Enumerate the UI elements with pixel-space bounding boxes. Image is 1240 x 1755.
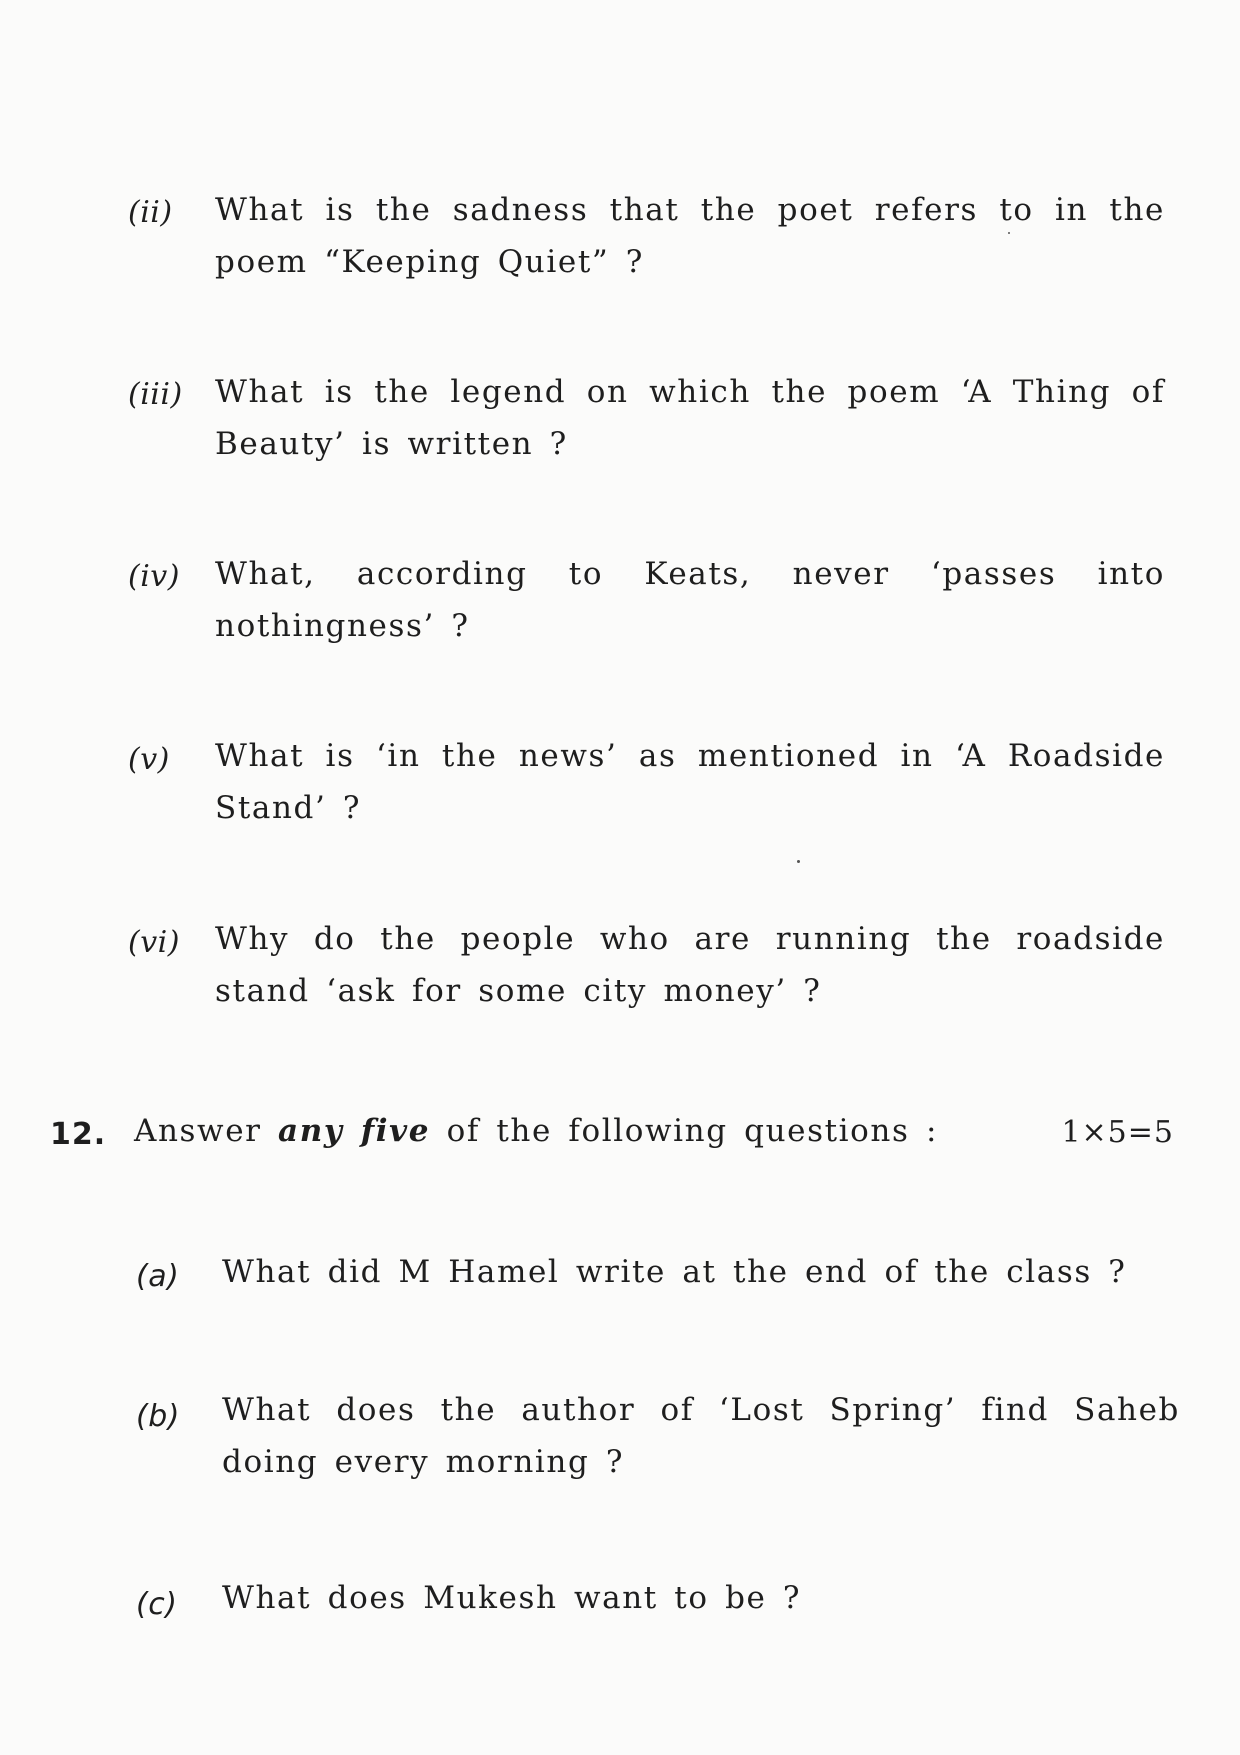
scan-speck — [1008, 232, 1010, 234]
question-text-c: What does Mukesh want to be ? — [222, 1580, 802, 1616]
instruction-emphasis: any five — [278, 1113, 431, 1149]
question-number: 12. — [50, 1117, 107, 1152]
item-label-ii: (ii) — [128, 195, 173, 230]
question-text-a: What did M Hamel write at the end of the class ? — [222, 1254, 1127, 1290]
item-label-c: (c) — [136, 1587, 178, 1622]
item-label-a: (a) — [136, 1259, 180, 1294]
marks-allocation: 1×5=5 — [1061, 1115, 1174, 1150]
question-text-iv: What, according to Keats, never ‘passes into nothingness’ ? — [215, 556, 1165, 644]
question-text-ii: What is the sadness that the poet refers to in the poem “Keeping Quiet” ? — [215, 192, 1165, 280]
question-text-iii: What is the legend on which the poem ‘A Thing of Beauty’ is written ? — [215, 374, 1165, 462]
item-label-vi: (vi) — [128, 925, 180, 960]
question-text-v: What is ‘in the news’ as mentioned in ‘A Roadside Stand’ ? — [215, 738, 1165, 826]
question-instruction — [134, 1113, 938, 1149]
instruction-prefix: Answer — [134, 1113, 262, 1149]
scan-speck — [797, 860, 800, 863]
question-text-vi: Why do the people who are running the roadside stand ‘ask for some city money’ ? — [215, 921, 1165, 1009]
item-label-b: (b) — [136, 1399, 180, 1434]
item-label-v: (v) — [128, 742, 170, 777]
item-label-iv: (iv) — [128, 559, 180, 594]
instruction-suffix: of the following questions : — [446, 1113, 939, 1149]
item-label-iii: (iii) — [128, 377, 183, 412]
question-text-b: What does the author of ‘Lost Spring’ find Saheb doing every morning ? — [222, 1392, 1180, 1480]
